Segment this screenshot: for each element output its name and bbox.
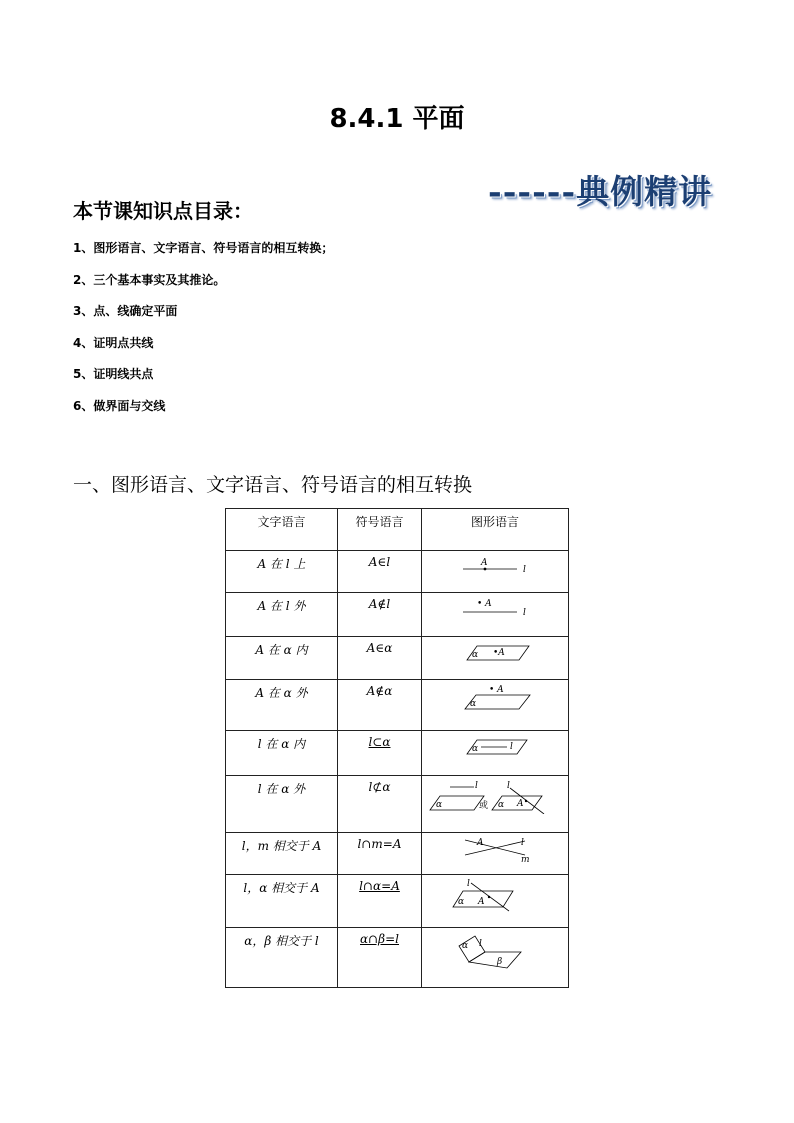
toc-item: 1、图形语言、文字语言、符号语言的相互转换； (73, 241, 334, 255)
language-conversion-table (225, 508, 569, 988)
figure-label: l (523, 608, 526, 618)
table-row (226, 680, 569, 731)
symbol-cell: l⊂α (338, 731, 422, 776)
toc-item: 4、证明点共线 (73, 335, 154, 350)
text-cell: l，α 相交于 A (226, 875, 338, 928)
figure-label: 或 (479, 801, 489, 811)
page-title: 8.4.1 平面 (329, 104, 465, 134)
point-in-plane-figure (455, 641, 535, 663)
line-in-plane-figure (455, 735, 535, 757)
toc-item: 5、证明线共点 (73, 367, 154, 382)
figure-label: β (497, 957, 503, 967)
figure-cell (422, 680, 569, 731)
header-cell: 图形语言 (422, 509, 569, 551)
figure-label: α (458, 897, 465, 907)
figure-label: l (479, 939, 482, 949)
symbol-cell: A∉l (338, 593, 422, 637)
symbol-cell: A∈l (338, 551, 422, 593)
text-cell: l 在 α 外 (226, 776, 338, 833)
text-cell: l，m 相交于 A (226, 833, 338, 875)
figure-cell (422, 637, 569, 680)
text-cell: A 在 α 外 (226, 680, 338, 731)
symbol-cell: l∩m=A (338, 833, 422, 875)
figure-label: α (462, 941, 469, 951)
table-row (226, 637, 569, 680)
symbol-cell: A∉α (338, 680, 422, 731)
figure-label: A (477, 838, 484, 848)
figure-cell (422, 593, 569, 637)
table-row (226, 833, 569, 875)
section-banner: ------典例精讲 (488, 172, 713, 211)
figure-label: • A (477, 599, 492, 609)
toc-item: 3、点、线确定平面 (73, 304, 178, 319)
figure-cell (422, 875, 569, 928)
figure-label: l (467, 879, 470, 889)
point-off-plane-figure (453, 684, 537, 712)
figure-cell (422, 928, 569, 988)
figure-label: • A (489, 685, 504, 695)
table-row (226, 731, 569, 776)
symbol-cell: l⊄α (338, 776, 422, 833)
header-cell: 文字语言 (226, 509, 338, 551)
figure-label: l (507, 781, 510, 791)
symbol-cell: l∩α=A (338, 875, 422, 928)
line-off-plane-figure (428, 780, 562, 814)
text-cell: A 在 l 外 (226, 593, 338, 637)
table-row (226, 875, 569, 928)
table-row (226, 928, 569, 988)
plane-plane-intersection-figure (445, 932, 545, 974)
symbol-cell: A∈α (338, 637, 422, 680)
figure-cell (422, 776, 569, 833)
line-plane-intersection-figure (445, 879, 545, 913)
figure-label: α (472, 650, 479, 660)
toc-item: 6、做界面与交线 (73, 398, 166, 413)
intersecting-lines-figure (455, 837, 535, 863)
toc-item: 2、三个基本事实及其推论。 (73, 272, 226, 287)
point-on-line-figure (455, 555, 535, 577)
table-header-row (226, 509, 569, 551)
symbol-cell: α∩β=l (338, 928, 422, 988)
figure-label: α (472, 744, 479, 754)
figure-label: l (521, 838, 524, 848)
figure-label: α (498, 800, 505, 810)
figure-label: α (470, 699, 477, 709)
figure-label: l (475, 781, 478, 791)
table-row (226, 776, 569, 833)
figure-cell (422, 731, 569, 776)
point-off-line-figure (455, 597, 535, 619)
text-cell: α，β 相交于 l (226, 928, 338, 988)
figure-label: A (517, 799, 524, 809)
section-heading: 一、图形语言、文字语言、符号语言的相互转换 (73, 474, 473, 496)
header-cell: 符号语言 (338, 509, 422, 551)
figure-label: A (481, 558, 488, 568)
toc-list (73, 240, 333, 430)
table-row (226, 551, 569, 593)
figure-label: A (478, 897, 485, 907)
figure-cell (422, 551, 569, 593)
figure-label: l (523, 565, 526, 575)
figure-label: α (436, 800, 443, 810)
text-cell: A 在 α 内 (226, 637, 338, 680)
toc-heading: 本节课知识点目录： (73, 199, 253, 223)
text-cell: A 在 l 上 (226, 551, 338, 593)
text-cell: l 在 α 内 (226, 731, 338, 776)
figure-label: •A (493, 648, 505, 658)
figure-label: l (510, 742, 513, 752)
figure-label: m (521, 855, 530, 863)
table-row (226, 593, 569, 637)
figure-cell (422, 833, 569, 875)
